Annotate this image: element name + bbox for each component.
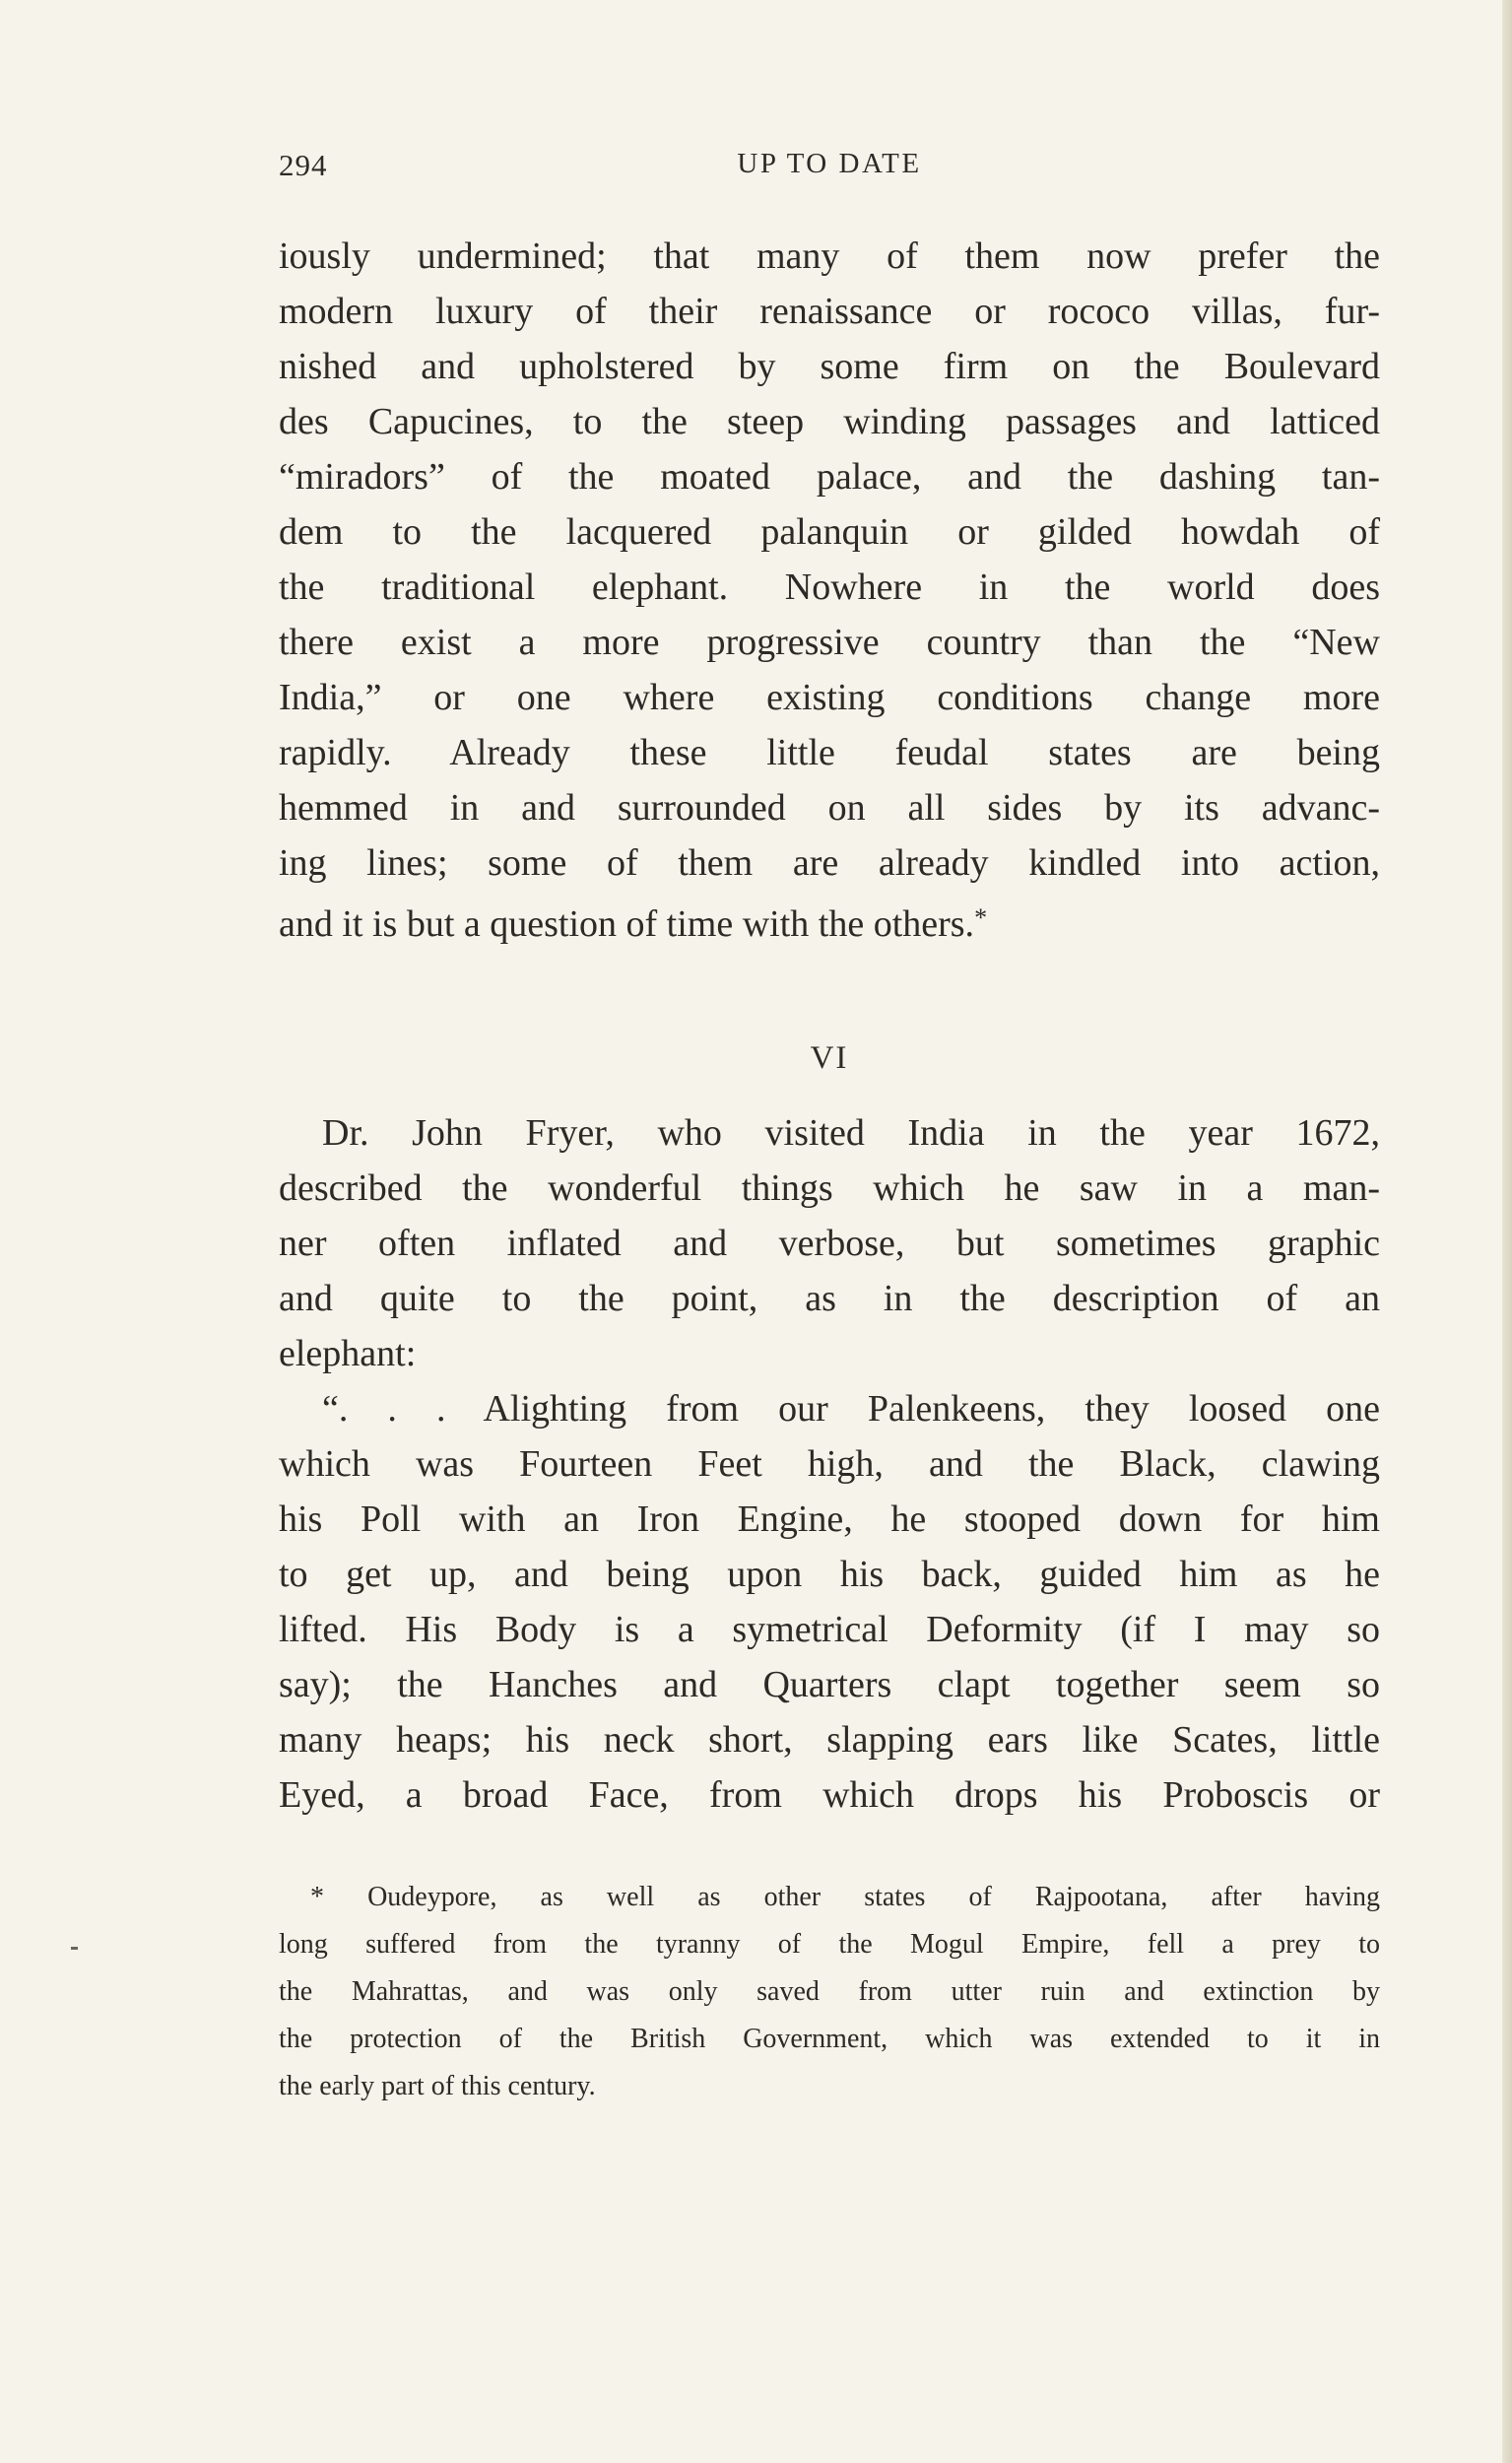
page-edge-shadow: [1502, 0, 1512, 2463]
text-line: elephant:: [279, 1333, 417, 1374]
text-line: modern luxury of their renaissance or rococo villas, fur-: [279, 291, 1380, 332]
text-line: Dr. John Fryer, who visited India in the year 1672,: [322, 1112, 1380, 1154]
text-line: and quite to the point, as in the description of an: [279, 1278, 1380, 1319]
text-line: say); the Hanches and Quarters clapt together seem so: [279, 1664, 1380, 1705]
paragraph-continued: [279, 229, 1380, 952]
footnote-reference: *: [974, 903, 988, 932]
text-line: nished and upholstered by some firm on the Boulevard: [279, 346, 1380, 387]
text-line: there exist a more progressive country than the “New: [279, 622, 1380, 663]
text-line: des Capucines, to the steep winding passages and latticed: [279, 401, 1380, 442]
page-number: 294: [279, 148, 328, 182]
text-line: iously undermined; that many of them now prefer the: [279, 235, 1380, 277]
text-line: lifted. His Body is a symetrical Deformity (if I may so: [279, 1609, 1380, 1650]
text-line-content: and it is but a question of time with the others.: [279, 903, 975, 945]
text-line: hemmed in and surrounded on all sides by its advanc-: [279, 787, 1380, 829]
text-line-last: [279, 891, 1380, 952]
footnote-line: the early part of this century.: [279, 2071, 596, 2101]
text-line: which was Fourteen Feet high, and the Black, clawing: [279, 1443, 1380, 1485]
paragraph-quote: [279, 1381, 1380, 1823]
footnote: [279, 1874, 1380, 2110]
section-heading: VI: [810, 1040, 849, 1076]
footnote-line: * Oudeypore, as well as other states of Rajpootana, after having: [310, 1882, 1380, 1912]
footnote-line: long suffered from the tyranny of the Mogul Empire, fell a prey to: [279, 1929, 1380, 1960]
text-line: to get up, and being upon his back, guided him as he: [279, 1554, 1380, 1595]
text-line: his Poll with an Iron Engine, he stooped down for him: [279, 1498, 1380, 1540]
footnote-line: the protection of the British Government, which was extended to it in: [279, 2024, 1380, 2054]
text-line: ner often inflated and verbose, but sometimes graphic: [279, 1223, 1380, 1264]
text-line: dem to the lacquered palanquin or gilded howdah of: [279, 511, 1380, 553]
page-header: [279, 148, 1380, 197]
text-line: many heaps; his neck short, slapping ears like Scates, little: [279, 1719, 1380, 1761]
text-line: the traditional elephant. Nowhere in the world does: [279, 566, 1380, 608]
running-title: UP TO DATE: [737, 148, 922, 179]
paragraph-fryer: [279, 1105, 1380, 1381]
text-line: India,” or one where existing conditions change more: [279, 677, 1380, 718]
text-line: “miradors” of the moated palace, and the dashing tan-: [279, 456, 1380, 498]
footnote-line: the Mahrattas, and was only saved from utter ruin and extinction by: [279, 1976, 1380, 2007]
margin-mark: [71, 1947, 78, 1950]
text-line: described the wonderful things which he saw in a man-: [279, 1167, 1380, 1209]
text-line: rapidly. Already these little feudal states are being: [279, 732, 1380, 773]
text-line: ing lines; some of them are already kindled into action,: [279, 842, 1380, 884]
text-line: “. . . Alighting from our Palenkeens, they loosed one: [322, 1388, 1380, 1430]
text-line: Eyed, a broad Face, from which drops his Proboscis or: [279, 1774, 1380, 1816]
